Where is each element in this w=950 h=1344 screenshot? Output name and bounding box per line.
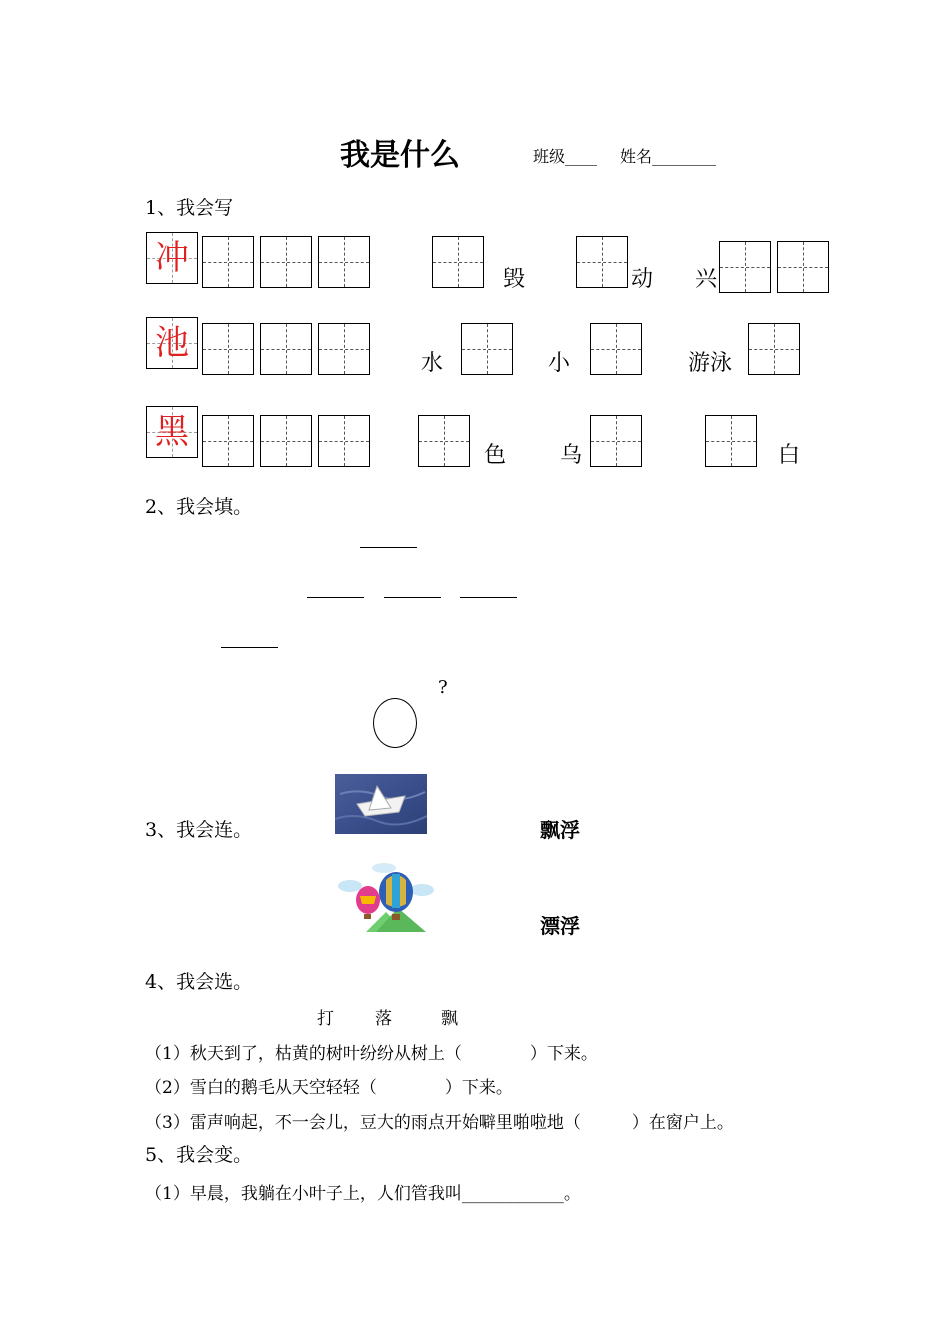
name-label: 姓名________	[620, 147, 717, 166]
writing-grid[interactable]	[748, 323, 800, 375]
writing-grid[interactable]	[719, 241, 771, 293]
writing-grid[interactable]	[590, 323, 642, 375]
writing-grid[interactable]	[576, 236, 628, 288]
section-2-heading: 2、我会填。	[145, 496, 253, 518]
connect-word-2[interactable]: 漂浮	[540, 914, 580, 938]
question-mark: ?	[438, 677, 448, 698]
class-label: 班级____	[533, 147, 598, 166]
fill-blank-line[interactable]	[360, 547, 417, 548]
page-title: 我是什么	[340, 138, 460, 173]
choose-question-1: （1）秋天到了，枯黄的树叶纷纷从树上（ ）下来。	[145, 1044, 598, 1064]
writing-grid[interactable]	[318, 236, 370, 288]
writing-grid[interactable]	[777, 241, 829, 293]
writing-grid[interactable]	[260, 323, 312, 375]
connect-word-1[interactable]: 飘浮	[540, 818, 580, 842]
writing-grid[interactable]	[318, 415, 370, 467]
option-word: 飘	[441, 1009, 458, 1029]
fill-blank-line[interactable]	[384, 597, 441, 598]
section-1-heading: 1、我会写	[145, 197, 234, 219]
fill-blank-line[interactable]	[460, 597, 517, 598]
model-char-box	[146, 232, 198, 284]
section-3-heading: 3、我会连。	[145, 819, 253, 841]
writing-grid[interactable]	[202, 236, 254, 288]
writing-grid[interactable]	[705, 415, 757, 467]
choose-question-2: （2）雪白的鹅毛从天空轻轻（ ）下来。	[145, 1078, 513, 1098]
word-char: 小	[548, 351, 571, 376]
word-char: 水	[421, 351, 444, 376]
answer-circle[interactable]	[373, 698, 417, 748]
section-5-heading: 5、我会变。	[145, 1144, 253, 1166]
model-char-box	[146, 406, 198, 458]
fill-blank-line[interactable]	[221, 647, 278, 648]
writing-grid[interactable]	[260, 236, 312, 288]
option-word: 落	[375, 1009, 392, 1029]
word-char: 乌	[560, 443, 583, 468]
writing-grid[interactable]	[202, 323, 254, 375]
option-word: 打	[317, 1009, 334, 1029]
change-question-1: （1）早晨，我躺在小叶子上，人们管我叫____________。	[145, 1184, 581, 1204]
model-char: 池	[155, 323, 189, 363]
writing-grid[interactable]	[418, 415, 470, 467]
word-char: 毁	[503, 267, 526, 292]
word-char: 动	[631, 267, 654, 292]
paper-boat-picture	[335, 774, 427, 834]
writing-grid[interactable]	[260, 415, 312, 467]
fill-blank-line[interactable]	[307, 597, 364, 598]
writing-grid[interactable]	[318, 323, 370, 375]
model-char: 冲	[155, 238, 189, 278]
word-char: 色	[484, 443, 507, 468]
model-char-box	[146, 317, 198, 369]
model-char: 黑	[155, 412, 189, 452]
word-char: 兴	[695, 267, 718, 292]
writing-grid[interactable]	[202, 415, 254, 467]
word-char: 白	[778, 443, 801, 468]
writing-grid[interactable]	[432, 236, 484, 288]
writing-grid[interactable]	[461, 323, 513, 375]
choose-question-3: （3）雷声响起，不一会儿，豆大的雨点开始噼里啪啦地（ ）在窗户上。	[145, 1113, 734, 1133]
section-4-heading: 4、我会选。	[145, 971, 253, 993]
hot-air-balloon-picture	[336, 860, 434, 932]
writing-grid[interactable]	[590, 415, 642, 467]
word-char: 游泳	[688, 351, 733, 376]
